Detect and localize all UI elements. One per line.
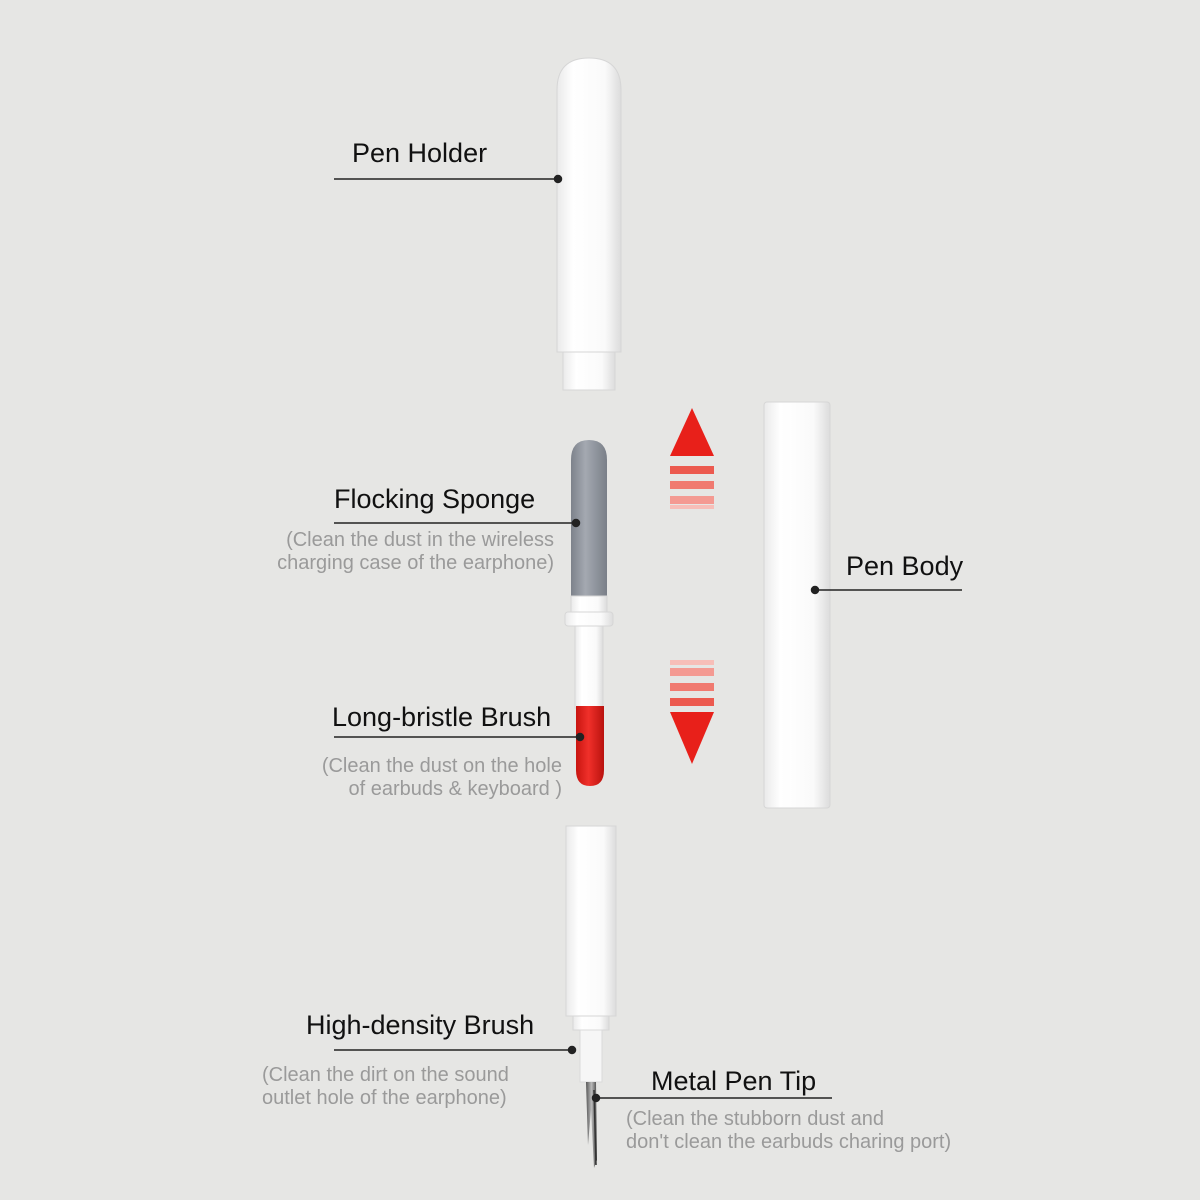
high-density-brush-description [262, 1064, 509, 1110]
high-density-brush-desc-line1: (Clean the dirt on the sound [262, 1064, 509, 1086]
metal-pen-tip-label: Metal Pen Tip [651, 1066, 817, 1096]
flocking-sponge-desc-line1: (Clean the dust in the wireless [286, 529, 554, 551]
arrow-down-icon [670, 660, 714, 764]
flocking-sponge-part [565, 440, 613, 708]
metal-pen-tip-description [626, 1108, 951, 1154]
pen-body-label: Pen Body [846, 551, 964, 581]
metal-pen-tip-desc-line2: don't clean the earbuds charing port) [626, 1131, 952, 1153]
long-bristle-brush-label: Long-bristle Brush [332, 702, 552, 732]
pen-holder-label: Pen Holder [352, 138, 488, 168]
metal-pen-tip-desc-line1: (Clean the stubborn dust and [626, 1108, 884, 1130]
flocking-sponge-desc-line2: charging case of the earphone) [277, 552, 554, 574]
pen-holder-part [557, 58, 621, 390]
arrow-up-icon [670, 408, 714, 509]
long-bristle-brush-desc-line1: (Clean the dust on the hole [321, 755, 562, 777]
lower-pen-part [566, 826, 616, 1082]
long-bristle-brush-desc-line2: of earbuds & keyboard ) [348, 778, 562, 800]
leader-lines [334, 176, 962, 1102]
high-density-brush-desc-line2: outlet hole of the earphone) [262, 1087, 507, 1109]
long-bristle-brush-description [240, 755, 562, 801]
long-bristle-brush-part [576, 706, 604, 786]
pen-body-part [764, 402, 830, 808]
high-density-brush-label: High-density Brush [306, 1010, 535, 1040]
flocking-sponge-description [200, 529, 554, 575]
flocking-sponge-label: Flocking Sponge [334, 484, 536, 514]
